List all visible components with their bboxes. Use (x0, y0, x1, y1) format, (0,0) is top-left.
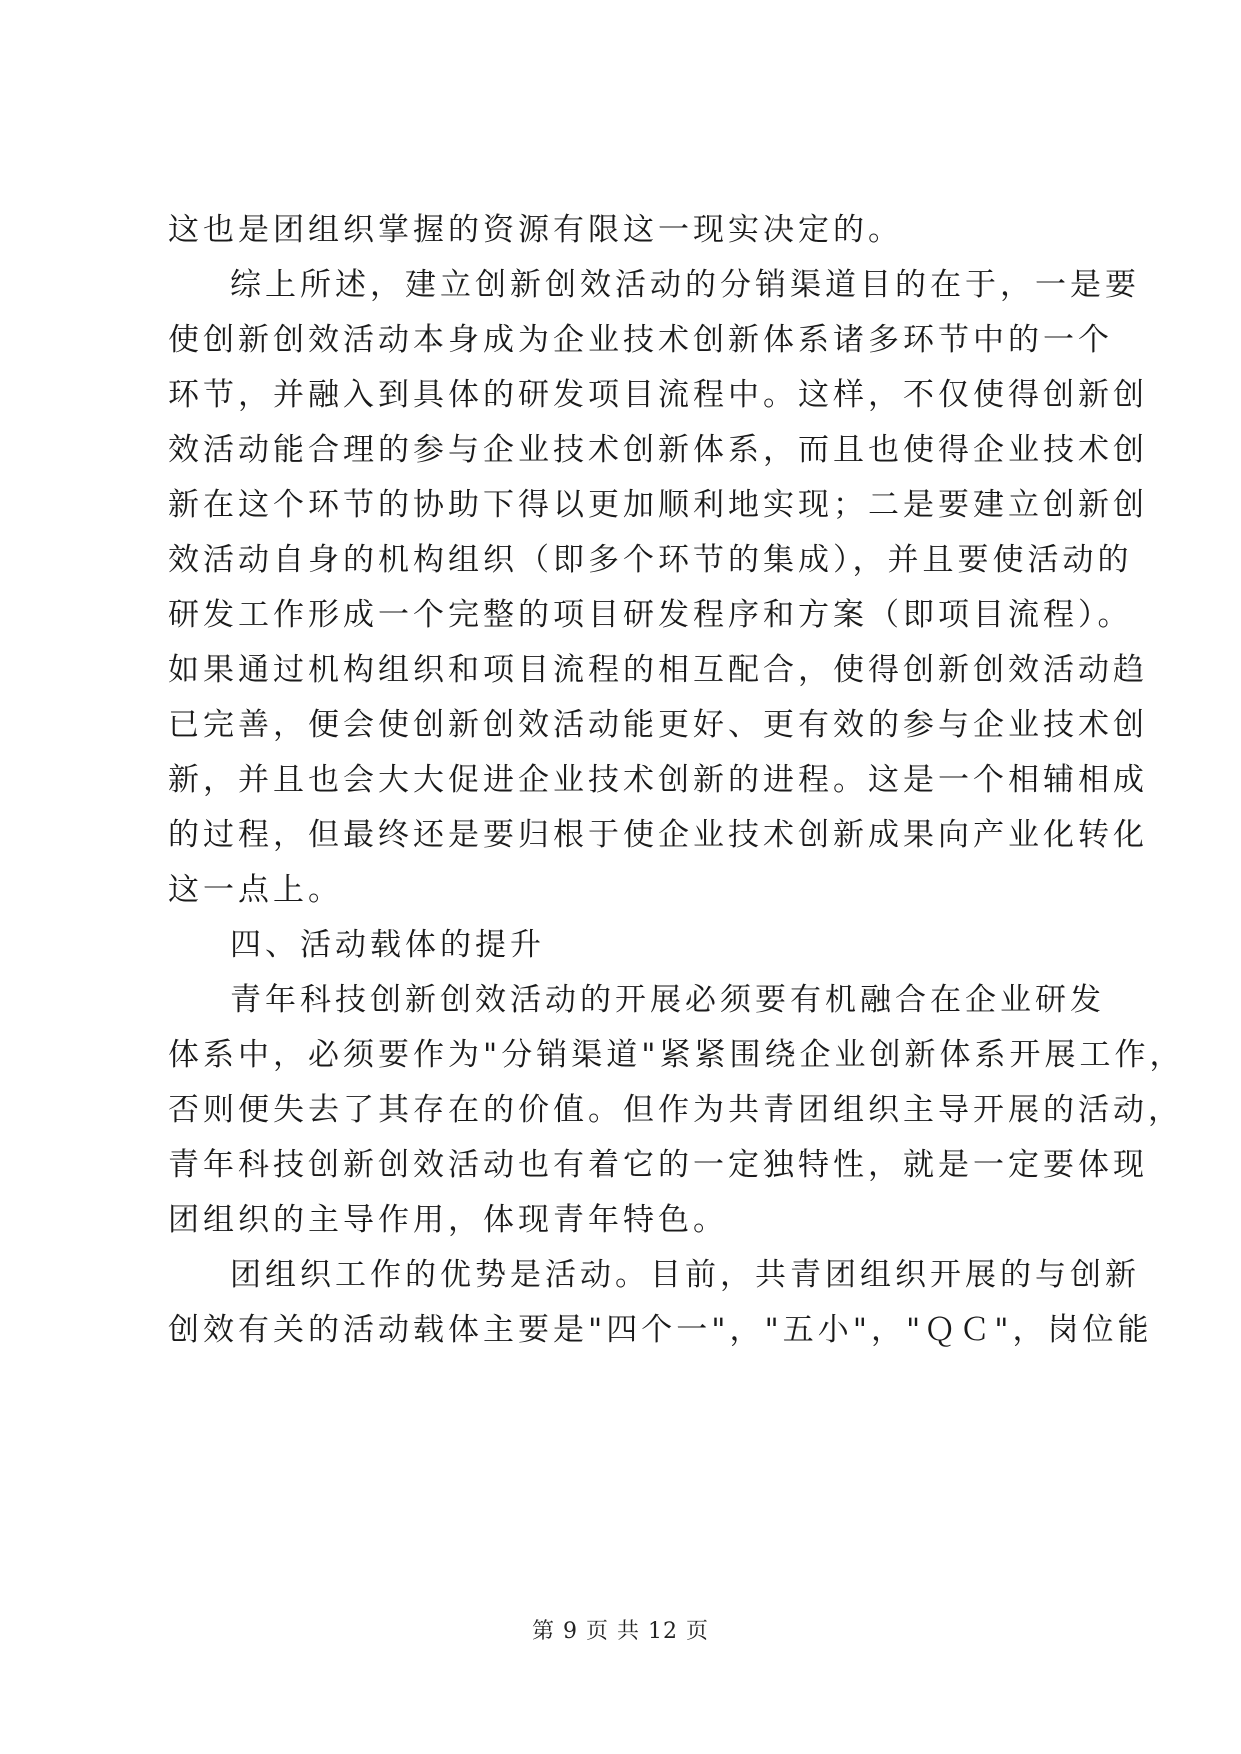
text-line-10: 已完善，便会使创新创效活动能更好、更有效的参与企业技术创 (168, 707, 1148, 743)
text-line-16: 体系中，必须要作为"分销渠道"紧紧围绕企业创新体系开展工作， (168, 1037, 1185, 1073)
section-heading: 四、活动载体的提升 (230, 927, 545, 963)
text-line-20: 团组织工作的优势是活动。目前，共青团组织开展的与创新 (230, 1257, 1140, 1293)
text-line-3: 使创新创效活动本身成为企业技术创新体系诸多环节中的一个 (168, 322, 1113, 358)
text-line-13: 这一点上。 (168, 872, 343, 908)
page-footer: 第 9 页 共 12 页 (532, 1619, 709, 1644)
text-line-6: 新在这个环节的协助下得以更加顺利地实现；二是要建立创新创 (168, 487, 1148, 523)
text-line-4: 环节，并融入到具体的研发项目流程中。这样，不仅使得创新创 (168, 377, 1148, 413)
text-line-2: 综上所述，建立创新创效活动的分销渠道目的在于，一是要 (230, 267, 1140, 303)
text-line-19: 团组织的主导作用，体现青年特色。 (168, 1202, 728, 1238)
text-line-12: 的过程，但最终还是要归根于使企业技术创新成果向产业化转化 (168, 817, 1148, 853)
text-line-11: 新，并且也会大大促进企业技术创新的进程。这是一个相辅相成 (168, 762, 1148, 798)
text-line-18: 青年科技创新创效活动也有着它的一定独特性，就是一定要体现 (168, 1147, 1148, 1183)
text-line-21: 创效有关的活动载体主要是"四个一"，"五小"，"ＱＣ"，岗位能 (168, 1312, 1153, 1348)
text-line-8: 研发工作形成一个完整的项目研发程序和方案（即项目流程）。 (168, 597, 1133, 633)
text-line-7: 效活动自身的机构组织（即多个环节的集成），并且要使活动的 (168, 542, 1133, 578)
text-line-5: 效活动能合理的参与企业技术创新体系，而且也使得企业技术创 (168, 432, 1148, 468)
text-line-1: 这也是团组织掌握的资源有限这一现实决定的。 (168, 212, 903, 248)
text-line-17: 否则便失去了其存在的价值。但作为共青团组织主导开展的活动， (168, 1092, 1183, 1128)
text-line-15: 青年科技创新创效活动的开展必须要有机融合在企业研发 (230, 982, 1105, 1018)
text-line-9: 如果通过机构组织和项目流程的相互配合，使得创新创效活动趋 (168, 652, 1148, 688)
